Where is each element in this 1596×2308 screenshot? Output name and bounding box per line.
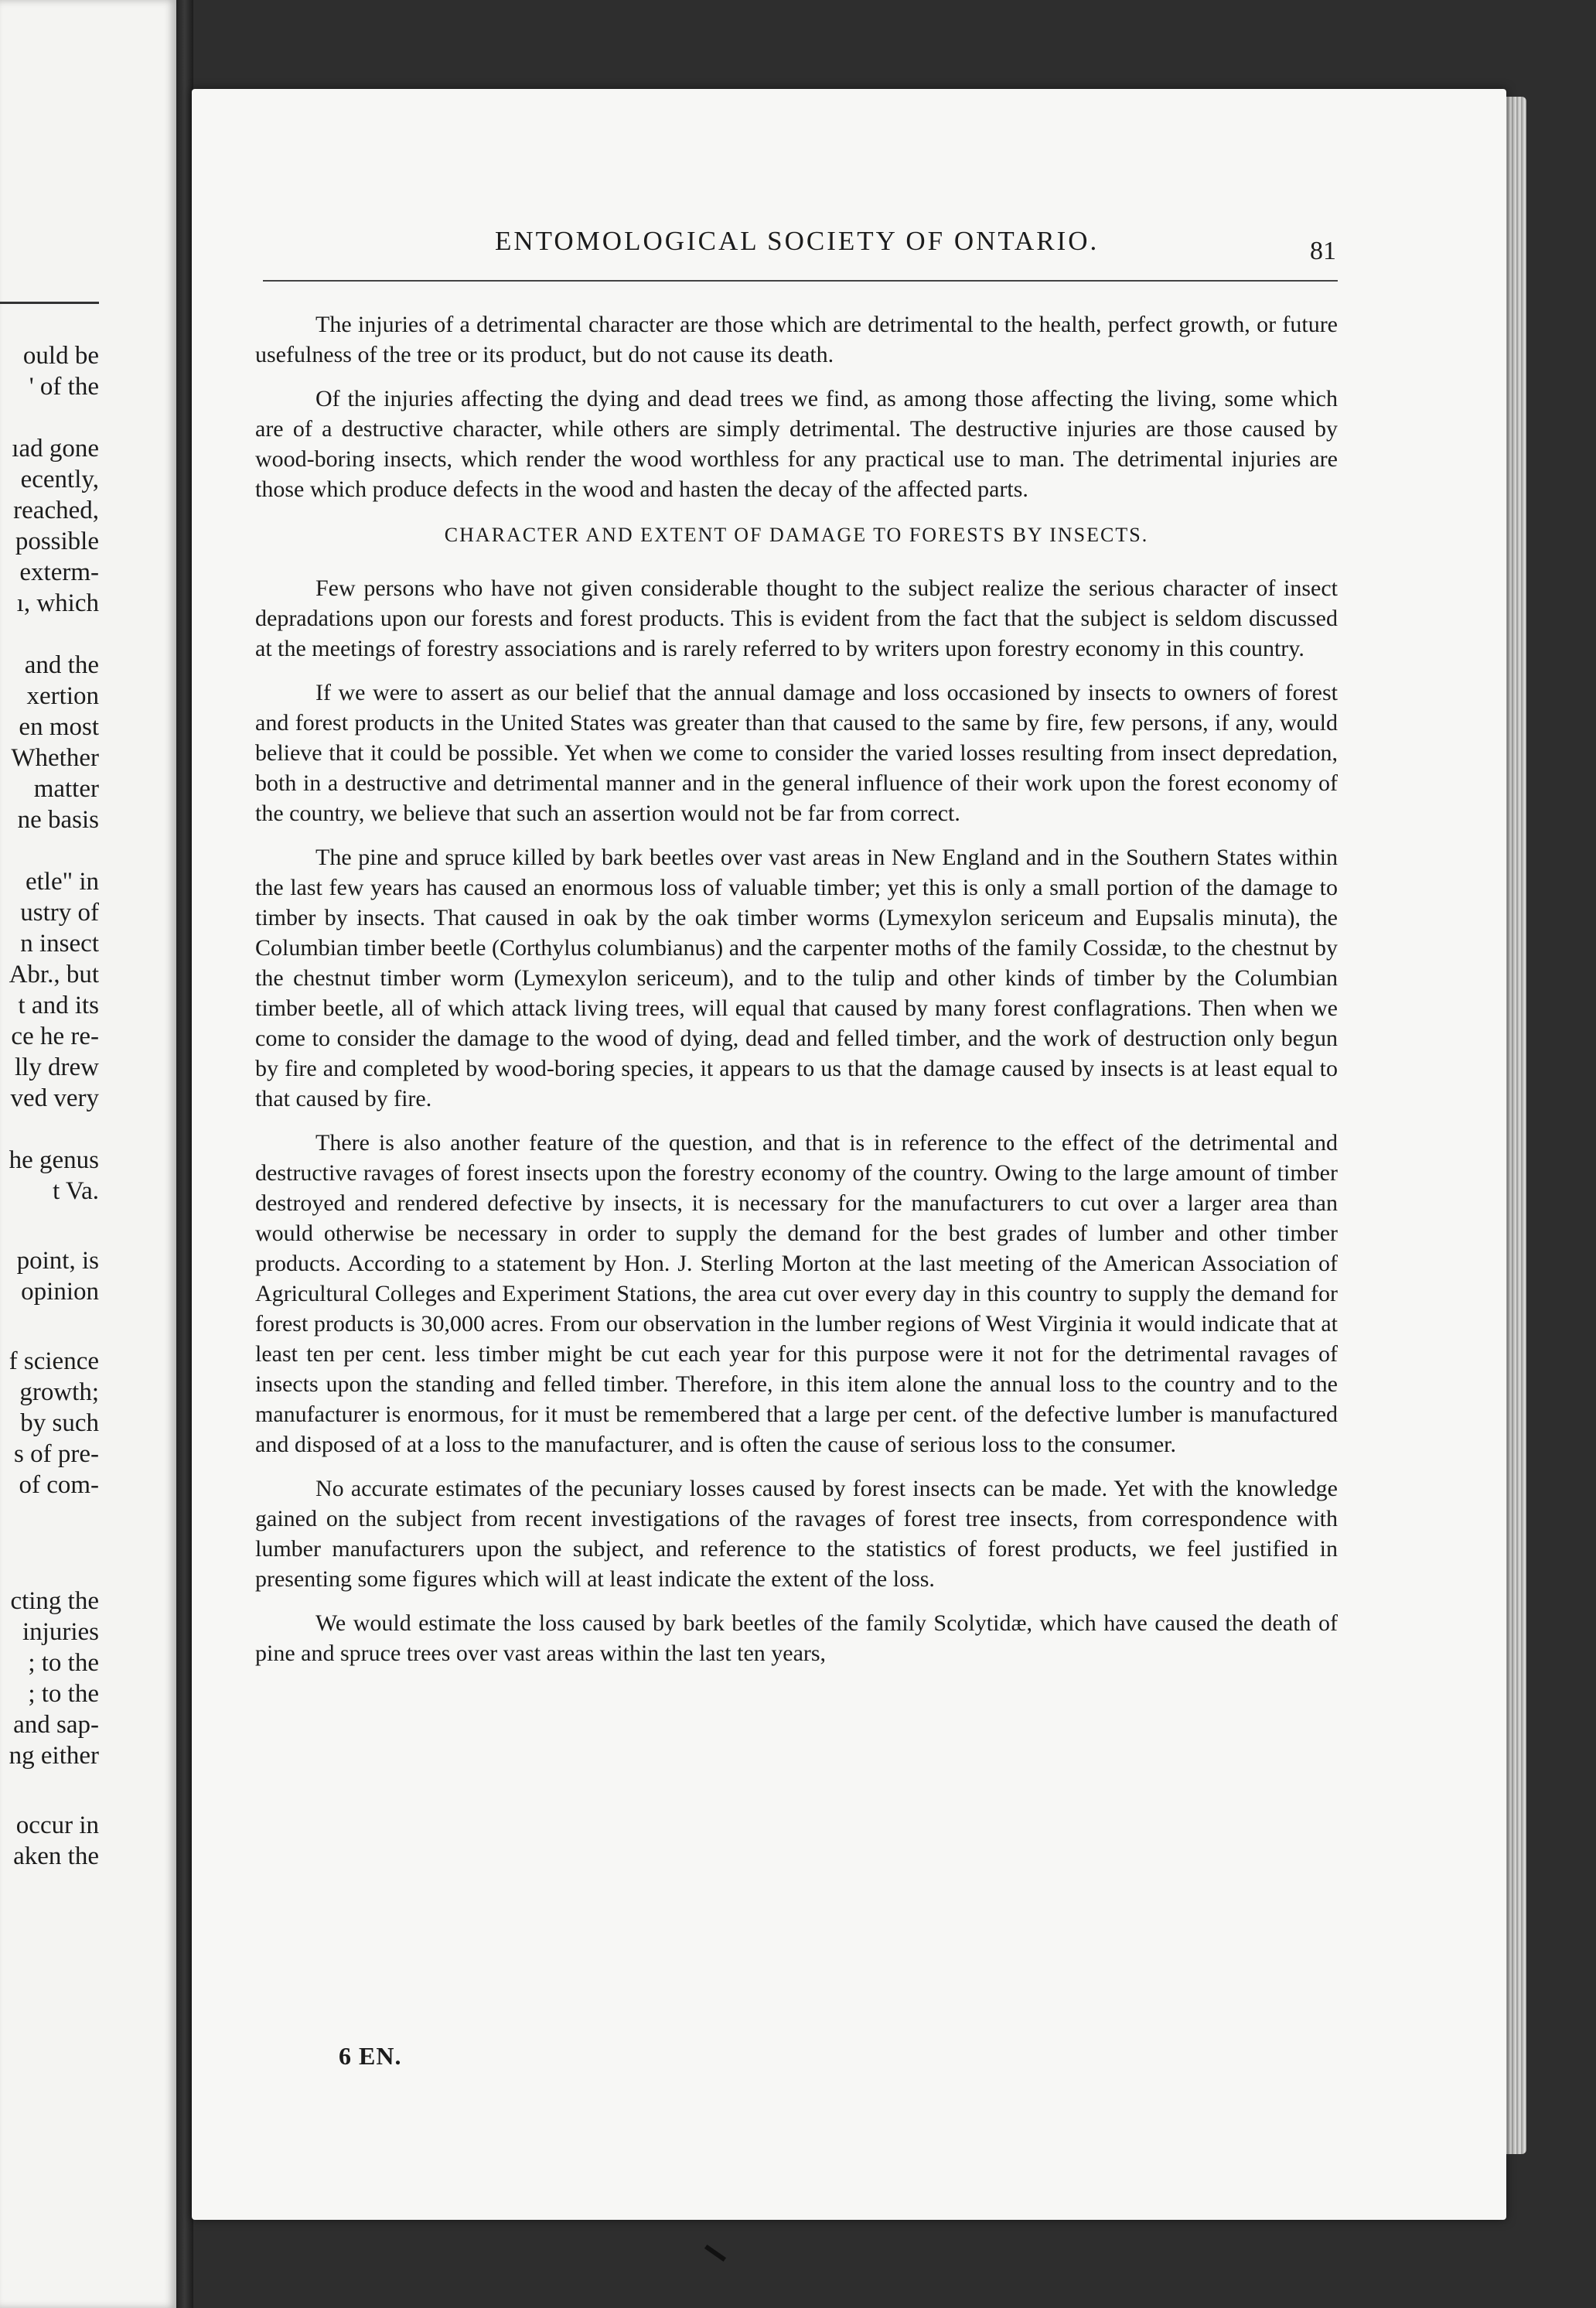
previous-page-line: t and its <box>18 992 99 1019</box>
previous-page-text <box>0 0 176 2308</box>
book-gutter <box>176 0 193 2308</box>
previous-page-line: ould be <box>22 342 99 370</box>
previous-page-line: injuries <box>22 1618 99 1646</box>
paragraph: No accurate estimates of the pecuniary losses caused by forest insects can be made. Yet with the knowledge gained on the subject from recent investigations of the ravages of forest tree insects, from correspondence with lumber manufacturers upon the subject, and reference to the statistics of forest products, we feel justified in presenting some figures which will at least indicate the extent of the loss. <box>255 1476 1338 1592</box>
running-head: ENTOMOLOGICAL SOCIETY OF ONTARIO. <box>495 226 1100 256</box>
previous-page-line: cting the <box>10 1587 99 1615</box>
paragraph: Of the injuries affecting the dying and dead trees we find, as among those affecting the living, some which are of a destructive character, while others are simply detrimental. The destructive injuries are those caused by wood-boring insects, which render the wood worthless for any practical use to man. The detrimental injuries are those which produce defects in the wood and hasten the decay of the affected parts. <box>255 386 1338 502</box>
previous-page-line: he genus <box>9 1146 99 1174</box>
previous-page-line: reached, <box>13 497 99 524</box>
previous-page-line: growth; <box>19 1378 99 1406</box>
previous-page-line: ; to the <box>28 1680 99 1708</box>
previous-page-line: lly drew <box>14 1053 99 1081</box>
previous-page-line: ıad gone <box>12 435 99 463</box>
previous-page-line: of com- <box>19 1471 99 1499</box>
previous-page-line: ng either <box>9 1742 99 1770</box>
paragraph: There is also another feature of the question, and that is in reference to the effect of the detrimental and destructive ravages of forest insects upon the forestry economy of the country. Owing to the large amount of timber destroyed and rendered defective by insects, it is necessary for the manufacturers to cut over a larger area than would otherwise be necessary in order to supply the demand for the best grades of lumber and other timber products. According to a statement by Hon. J. Sterling Morton at the last meeting of the American Association of Agricultural Colleges and Experiment Stations, the area cut over every day in this country to supply the demand for forest products is 30,000 acres. From our observation in the lumber regions of West Virginia it would indicate that at least ten per cent. less timber might be cut each year for this purpose were it not for the detrimental ravages of insects upon the standing and felled timber. Therefore, in this item alone the annual loss to the country and to the manufacturer is enormous, for it must be remembered that a large per cent. of the defective lumber is manufactured and disposed of at a loss to the manufacturer, and is often the cause of serious loss to the consumer. <box>255 1130 1338 1457</box>
signature-mark: 6 EN. <box>339 2042 402 2070</box>
previous-page-line: point, is <box>16 1247 99 1275</box>
previous-page-line: ce he re- <box>11 1023 99 1050</box>
previous-page-line: etle" in <box>25 868 99 896</box>
paragraph: We would estimate the loss caused by bark beetles of the family Scolytidæ, which have caused the death of pine and spruce trees over vast areas within the last ten years, <box>255 1610 1338 1666</box>
previous-page-line: and the <box>24 651 99 679</box>
previous-page-line: ustry of <box>20 899 99 927</box>
previous-page-line: ' of the <box>29 373 99 401</box>
previous-page-line: t Va. <box>53 1177 99 1205</box>
page-number: 81 <box>1310 237 1336 265</box>
previous-page-line: ved very <box>10 1084 99 1112</box>
previous-page-line: opinion <box>21 1278 99 1306</box>
previous-page-line: Abr., but <box>9 961 99 988</box>
scan-speck <box>704 2245 726 2262</box>
previous-page-line: ne basis <box>17 806 99 834</box>
previous-page-line: xertion <box>26 682 99 710</box>
paragraph: Few persons who have not given considerable thought to the subject realize the serious character of insect depradations upon our forests and forest products. This is evident from the fact that the subject is seldom discussed at the meetings of forestry associations and is rarely referred to by writers upon forestry economy in this country. <box>255 575 1338 661</box>
body-text <box>255 309 1338 1682</box>
previous-page-line: and sap- <box>13 1711 99 1739</box>
previous-page-line: en most <box>19 713 99 741</box>
previous-page-line: Whether <box>11 744 99 772</box>
previous-page-line: by such <box>20 1409 99 1437</box>
previous-page-fragment <box>0 0 176 2308</box>
previous-page-line: exterm- <box>19 558 99 586</box>
previous-page-line: n insect <box>20 930 99 958</box>
previous-page-line: possible <box>15 527 99 555</box>
previous-page-line: ı, which <box>16 589 99 617</box>
previous-page-line: occur in <box>15 1811 99 1839</box>
previous-page-line: aken the <box>13 1842 99 1870</box>
paragraph: The pine and spruce killed by bark beetles over vast areas in New England and in the Southern States within the last few years has caused an enormous loss of valuable timber; yet this is only a small portion of the damage to timber by insects. That caused in oak by the oak timber worms (Lymexylon sericeum and Eupsalis minuta), the Columbian timber beetle (Corthylus columbianus) and the carpenter moths of the family Cossidæ, to the chestnut by the chestnut timber worm (Lymexylon sericeum), and to the tulip and other kinds of timber by the Columbian timber beetle, all of which attack living trees, will equal that caused by many forest conflagrations. Then when we come to consider the damage to the wood of dying, dead and felled timber, and the work of destruction only begun by fire and completed by wood-boring species, it appears to us that the damage caused by insects is at least equal to that caused by fire. <box>255 845 1338 1111</box>
previous-page-line: s of pre- <box>14 1440 99 1468</box>
paragraph: If we were to assert as our belief that the annual damage and loss occasioned by insects to owners of forest and forest products in the United States was greater than that caused to the same by fire, few persons, if any, would believe that it could be possible. Yet when we come to consider the varied losses resulting from insect depredation, both in a destructive and detrimental manner and in the general influence of their work upon the forest economy of the country, we believe that such an assertion would not be far from correct. <box>255 680 1338 826</box>
previous-page-line: ecently, <box>20 466 99 493</box>
previous-page-line: f science <box>9 1347 99 1375</box>
paragraph: The injuries of a detrimental character are those which are detrimental to the health, perfect growth, or future usefulness of the tree or its product, but do not cause its death. <box>255 312 1338 367</box>
section-heading: CHARACTER AND EXTENT OF DAMAGE TO FORESTS BY INSECTS. <box>444 524 1149 546</box>
previous-page-line: ; to the <box>28 1649 99 1677</box>
header-rule <box>263 280 1338 282</box>
previous-page-line: matter <box>33 775 99 803</box>
